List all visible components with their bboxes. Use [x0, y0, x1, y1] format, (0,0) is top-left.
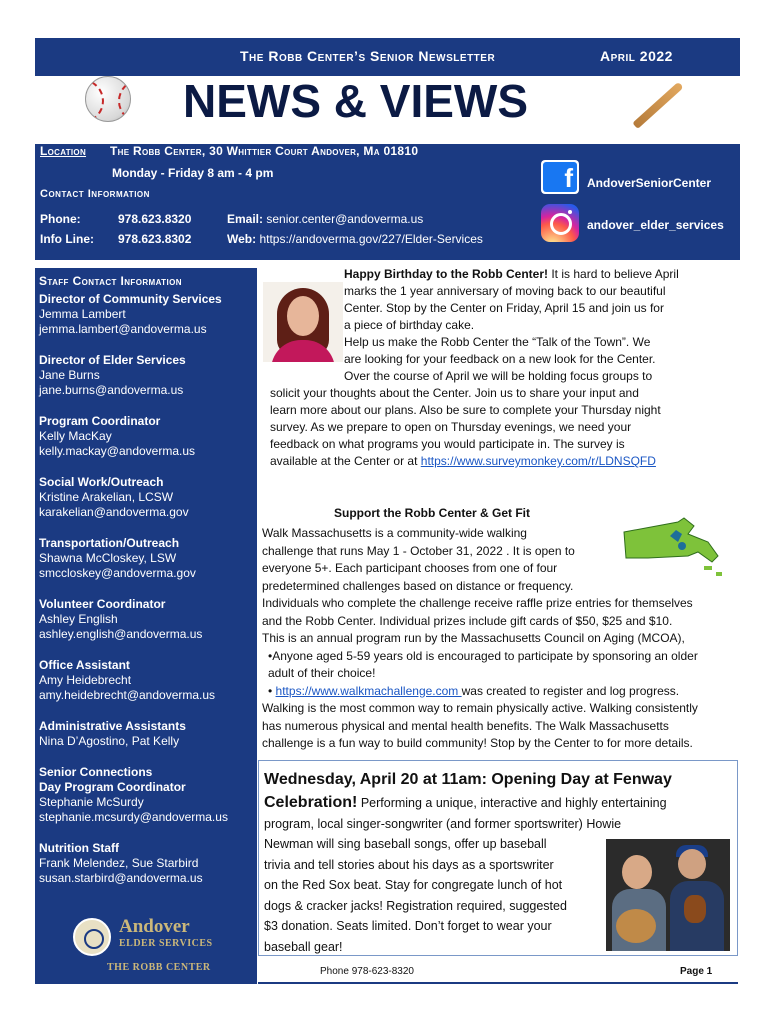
location-text: The Robb Center, 30 Whittier Court Andover, Ma 01810	[110, 144, 419, 158]
facebook-icon[interactable]: f	[541, 160, 579, 194]
article-text: baseball gear!	[264, 939, 343, 954]
article-text: predetermined challenges based on distance or frequency.	[262, 578, 574, 593]
article-text: Newman will sing baseball songs, offer up baseball	[264, 837, 547, 851]
staff-email[interactable]: amy.heidebrecht@andoverma.us	[39, 688, 216, 702]
article-text: was created to register and log progress.	[461, 683, 680, 698]
staff-email[interactable]: jane.burns@andoverma.us	[39, 383, 184, 397]
article-text: available at the Center or at	[270, 454, 421, 468]
logo-title: Andover	[119, 916, 190, 937]
staff-entry	[39, 536, 253, 581]
article-text: challenge that runs May 1 - October 31, 2022 . It is open to	[262, 543, 575, 558]
staff-email[interactable]: karakelian@andoverma.gov	[39, 505, 189, 519]
bullet-glyph: •	[268, 683, 276, 698]
article-text: dogs & cracker jacks! Registration required, suggested	[264, 898, 567, 913]
email-row	[227, 212, 423, 226]
footer-phone: Phone 978-623-8320	[320, 966, 414, 977]
fenway-heading: Wednesday, April 20 at 11am: Opening Day at Fenway	[264, 771, 672, 788]
staff-entry	[39, 597, 253, 642]
email-link[interactable]: senior.center@andoverma.us	[266, 212, 424, 226]
staff-entry	[39, 475, 253, 520]
staff-role: Administrative Assistants	[39, 719, 186, 733]
staff-name: Kelly MacKay	[39, 429, 112, 443]
hours: Monday - Friday 8 am - 4 pm	[112, 166, 274, 180]
phone-label: Phone:	[40, 212, 81, 226]
newsletter-title: The Robb Center’s Senior Newsletter	[240, 48, 496, 64]
article-text: Walking is the most common way to remain physically active. Walking consistently	[262, 701, 698, 715]
staff-role: Senior Connections	[39, 765, 153, 779]
article-text: $3 donation. Seats limited. Don’t forget to wear your	[264, 919, 552, 933]
web-row	[227, 232, 483, 246]
phone-value: 978.623.8320	[118, 212, 192, 226]
staff-entry	[39, 765, 253, 825]
article-text: trivia and tell stories about his days as a sportswriter	[264, 857, 554, 872]
article-text: marks the 1 year anniversary of moving back to our beautiful	[344, 284, 666, 298]
footer-divider	[258, 982, 738, 984]
staff-entry	[39, 658, 253, 703]
article-text: adult of their choice!	[268, 666, 376, 680]
facebook-handle[interactable]: AndoverSeniorCenter	[587, 176, 712, 190]
staff-role: Director of Elder Services	[39, 353, 186, 367]
article-text: challenge is a fun way to build community! Stop by the Center to for more details.	[262, 736, 693, 750]
article-text: has numerous physical and mental health benefits. The Walk Massachusetts	[262, 718, 669, 733]
staff-name: Jane Burns	[39, 368, 100, 382]
article-text: a piece of birthday cake.	[344, 318, 475, 332]
logo-subtitle: ELDER SERVICES	[119, 938, 213, 949]
article-text: Center. Stop by the Center on Friday, April 15 and join us for	[344, 301, 664, 315]
sidebar-heading: Staff Contact Information	[39, 274, 182, 288]
article-text: It is hard to believe April	[548, 267, 679, 281]
issue-date: April 2022	[600, 48, 673, 64]
phone-row	[40, 212, 191, 226]
email-label: Email:	[227, 212, 264, 226]
staff-name: Frank Melendez, Sue Starbird	[39, 856, 199, 870]
article-text: Individuals who complete the challenge receive raffle prize entries for themselves	[262, 596, 693, 610]
staff-entry	[39, 719, 253, 749]
staff-sidebar	[35, 268, 257, 984]
walk-challenge-link[interactable]: https://www.walkmachallenge.com	[275, 683, 462, 698]
staff-email[interactable]: jemma.lambert@andoverma.us	[39, 322, 207, 336]
staff-role-secondary: Day Program Coordinator	[39, 780, 186, 794]
info-line-row	[40, 232, 191, 246]
staff-email[interactable]: ashley.english@andoverma.us	[39, 627, 203, 641]
article-text: solicit your thoughts about the Center. Join us to share your input and	[270, 386, 639, 400]
article-text: and the Robb Center. Individual prizes include gift cards of $50, $25 and $10.	[262, 613, 673, 628]
staff-name: Shawna McCloskey, LSW	[39, 551, 177, 565]
staff-role: Office Assistant	[39, 658, 130, 672]
web-link[interactable]: https://andoverma.gov/227/Elder-Services	[259, 232, 483, 246]
staff-role: Program Coordinator	[39, 414, 161, 428]
masthead	[35, 38, 740, 260]
staff-entry	[39, 414, 253, 459]
staff-email[interactable]: smccloskey@andoverma.gov	[39, 566, 196, 580]
info-value: 978.623.8302	[118, 232, 192, 246]
article-text: on the Red Sox beat. Stay for congregate lunch of hot	[264, 878, 563, 892]
web-label: Web:	[227, 232, 257, 246]
staff-role: Social Work/Outreach	[39, 475, 164, 489]
instagram-handle[interactable]: andover_elder_services	[587, 218, 724, 232]
staff-name: Amy Heidebrecht	[39, 673, 132, 687]
andover-elder-services-logo	[71, 916, 233, 978]
baseball-icon	[85, 76, 131, 122]
staff-email[interactable]: susan.starbird@andoverma.us	[39, 871, 203, 885]
staff-name: Stephanie McSurdy	[39, 795, 144, 809]
article-text: learn more about our plans. Also be sure to complete your Thursday night	[270, 403, 661, 417]
musicians-photo	[606, 839, 730, 951]
walk-article	[262, 525, 734, 753]
article-text: everyone 5+. Each participant chooses from one of four	[262, 561, 558, 575]
birthday-article	[270, 266, 732, 470]
fenway-event-box	[258, 760, 738, 956]
staff-name: Ashley English	[39, 612, 118, 626]
article-text: survey. As we prepare to open on Thursday evenings, we need your	[270, 420, 632, 434]
staff-role: Nutrition Staff	[39, 841, 119, 855]
staff-role: Volunteer Coordinator	[39, 597, 166, 611]
contact-label: Contact Information	[40, 188, 150, 200]
article-text: program, local singer-songwriter (and former sportswriter) Howie	[264, 816, 622, 831]
logo-center-name: THE ROBB CENTER	[107, 962, 211, 973]
fenway-lead: Celebration!	[264, 794, 358, 811]
article-text: Over the course of April we will be holding focus groups to	[344, 369, 653, 383]
article-text: Walk Massachusetts is a community-wide walking	[262, 526, 527, 540]
instagram-icon[interactable]	[541, 204, 579, 242]
info-label: Info Line:	[40, 232, 94, 246]
article-text: •Anyone aged 5-59 years old is encouraged to participate by sponsoring an older	[268, 648, 698, 663]
staff-entry	[39, 353, 253, 398]
staff-role: Transportation/Outreach	[39, 536, 180, 550]
staff-email[interactable]: stephanie.mcsurdy@andoverma.us	[39, 810, 228, 824]
staff-name: Nina D’Agostino, Pat Kelly	[39, 734, 180, 748]
birthday-lead: Happy Birthday to the Robb Center!	[344, 267, 549, 281]
location-row	[40, 144, 419, 158]
town-seal-icon	[73, 918, 111, 956]
location-label: Location	[40, 144, 87, 158]
article-text: This is an annual program run by the Massachusetts Council on Aging (MCOA),	[262, 631, 685, 645]
article-text: feedback on what programs you would participate in. The survey is	[270, 437, 625, 451]
walk-heading: Support the Robb Center & Get Fit	[334, 506, 530, 520]
staff-email[interactable]: kelly.mackay@andoverma.us	[39, 444, 196, 458]
page-number: Page 1	[680, 966, 713, 977]
staff-name: Kristine Arakelian, LCSW	[39, 490, 174, 504]
staff-role: Director of Community Services	[39, 292, 222, 306]
staff-name: Jemma Lambert	[39, 307, 126, 321]
survey-link[interactable]: https://www.surveymonkey.com/r/LDNSQFD	[420, 454, 656, 468]
staff-entry	[39, 841, 253, 886]
staff-entry	[39, 292, 253, 337]
article-text: Help us make the Robb Center the “Talk of the Town”. We	[344, 335, 651, 349]
article-text: are looking for your feedback on a new look for the Center.	[344, 352, 656, 366]
headline: NEWS & VIEWS	[183, 75, 529, 127]
article-text: Performing a unique, interactive and highly entertaining	[357, 796, 667, 810]
